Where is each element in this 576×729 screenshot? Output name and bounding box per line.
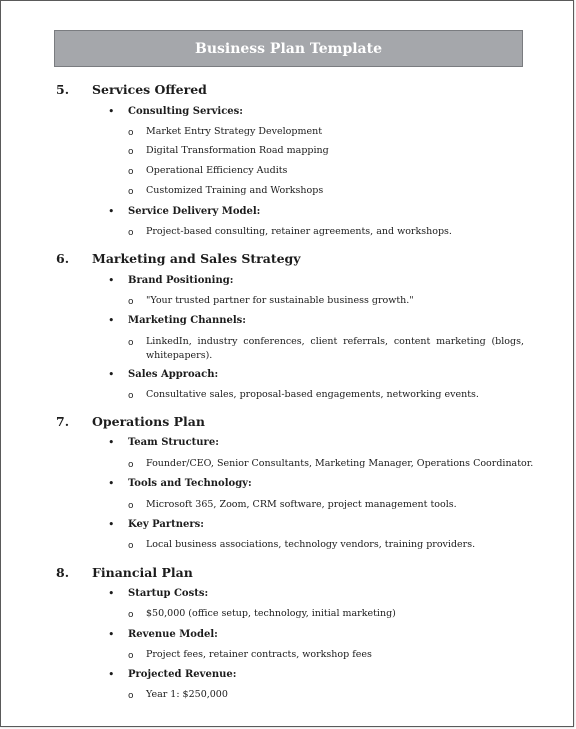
- list-item: [1, 313, 575, 329]
- item-label: Sales Approach:: [128, 369, 219, 380]
- item-text: Consultative sales, proposal-based engagements, networking events.: [146, 389, 479, 400]
- list-item: [1, 273, 575, 289]
- title-banner: [54, 30, 523, 67]
- item-text: Operational Efficiency Audits: [146, 165, 288, 176]
- list-item: [1, 367, 575, 383]
- item-text: Project fees, retainer contracts, workshop fees: [146, 649, 372, 660]
- bullet-icon: •: [108, 274, 115, 287]
- circle-bullet-icon: o: [128, 610, 134, 620]
- item-label: Brand Positioning:: [128, 275, 234, 286]
- section-number: 8.: [56, 565, 70, 580]
- circle-bullet-icon: o: [128, 187, 134, 197]
- circle-bullet-icon: o: [128, 460, 134, 470]
- circle-bullet-icon: o: [128, 167, 134, 177]
- section-title: Financial Plan: [92, 565, 193, 580]
- list-item: [1, 667, 575, 683]
- item-label: Tools and Technology:: [128, 478, 252, 489]
- section-title: Services Offered: [92, 82, 207, 97]
- item-text: Customized Training and Workshops: [146, 185, 324, 196]
- circle-bullet-icon: o: [128, 691, 134, 701]
- item-text: $50,000 (office setup, technology, initial marketing): [146, 608, 396, 619]
- bullet-icon: •: [108, 205, 115, 218]
- bullet-icon: •: [108, 314, 115, 327]
- circle-bullet-icon: o: [128, 297, 134, 307]
- circle-bullet-icon: o: [128, 541, 134, 551]
- list-item: [1, 204, 575, 220]
- item-text: "Your trusted partner for sustainable business growth.": [146, 295, 414, 306]
- bullet-icon: •: [108, 368, 115, 381]
- item-label: Startup Costs:: [128, 588, 209, 599]
- item-text: Microsoft 365, Zoom, CRM software, project management tools.: [146, 499, 457, 510]
- item-label: Projected Revenue:: [128, 669, 237, 680]
- section-number: 7.: [56, 414, 70, 429]
- list-item: [1, 435, 575, 451]
- item-text: Year 1: $250,000: [146, 689, 228, 700]
- bullet-icon: •: [108, 436, 115, 449]
- item-text: Digital Transformation Road mapping: [146, 145, 329, 156]
- item-text: Founder/CEO, Senior Consultants, Marketing Manager, Operations Coordinator.: [146, 458, 534, 469]
- bullet-icon: •: [108, 518, 115, 531]
- circle-bullet-icon: o: [128, 651, 134, 661]
- circle-bullet-icon: o: [128, 391, 134, 401]
- list-item: [1, 104, 575, 120]
- bullet-icon: •: [108, 628, 115, 641]
- item-text: LinkedIn, industry conferences, client referrals, content marketing (blogs, whitepapers).: [146, 336, 524, 361]
- circle-bullet-icon: o: [128, 338, 134, 348]
- section-title: Operations Plan: [92, 414, 205, 429]
- item-text: Local business associations, technology vendors, training providers.: [146, 539, 476, 550]
- item-label: Team Structure:: [128, 437, 219, 448]
- list-item: [1, 476, 575, 492]
- item-label: Key Partners:: [128, 519, 204, 530]
- item-label: Marketing Channels:: [128, 315, 247, 326]
- circle-bullet-icon: o: [128, 501, 134, 511]
- item-text: Project-based consulting, retainer agreements, and workshops.: [146, 226, 452, 237]
- circle-bullet-icon: o: [128, 128, 134, 138]
- circle-bullet-icon: o: [128, 228, 134, 238]
- bullet-icon: •: [108, 668, 115, 681]
- section-title: Marketing and Sales Strategy: [92, 251, 301, 266]
- bullet-icon: •: [108, 587, 115, 600]
- list-item: [1, 517, 575, 533]
- item-label: Consulting Services:: [128, 106, 243, 117]
- circle-bullet-icon: o: [128, 147, 134, 157]
- bullet-icon: •: [108, 477, 115, 490]
- page-title: Business Plan Template: [195, 40, 382, 57]
- section-number: 6.: [56, 251, 70, 266]
- section-number: 5.: [56, 82, 70, 97]
- list-item: [1, 627, 575, 643]
- list-item: [1, 586, 575, 602]
- item-text: Market Entry Strategy Development: [146, 126, 323, 137]
- bullet-icon: •: [108, 105, 115, 118]
- item-label: Service Delivery Model:: [128, 206, 261, 217]
- item-label: Revenue Model:: [128, 629, 218, 640]
